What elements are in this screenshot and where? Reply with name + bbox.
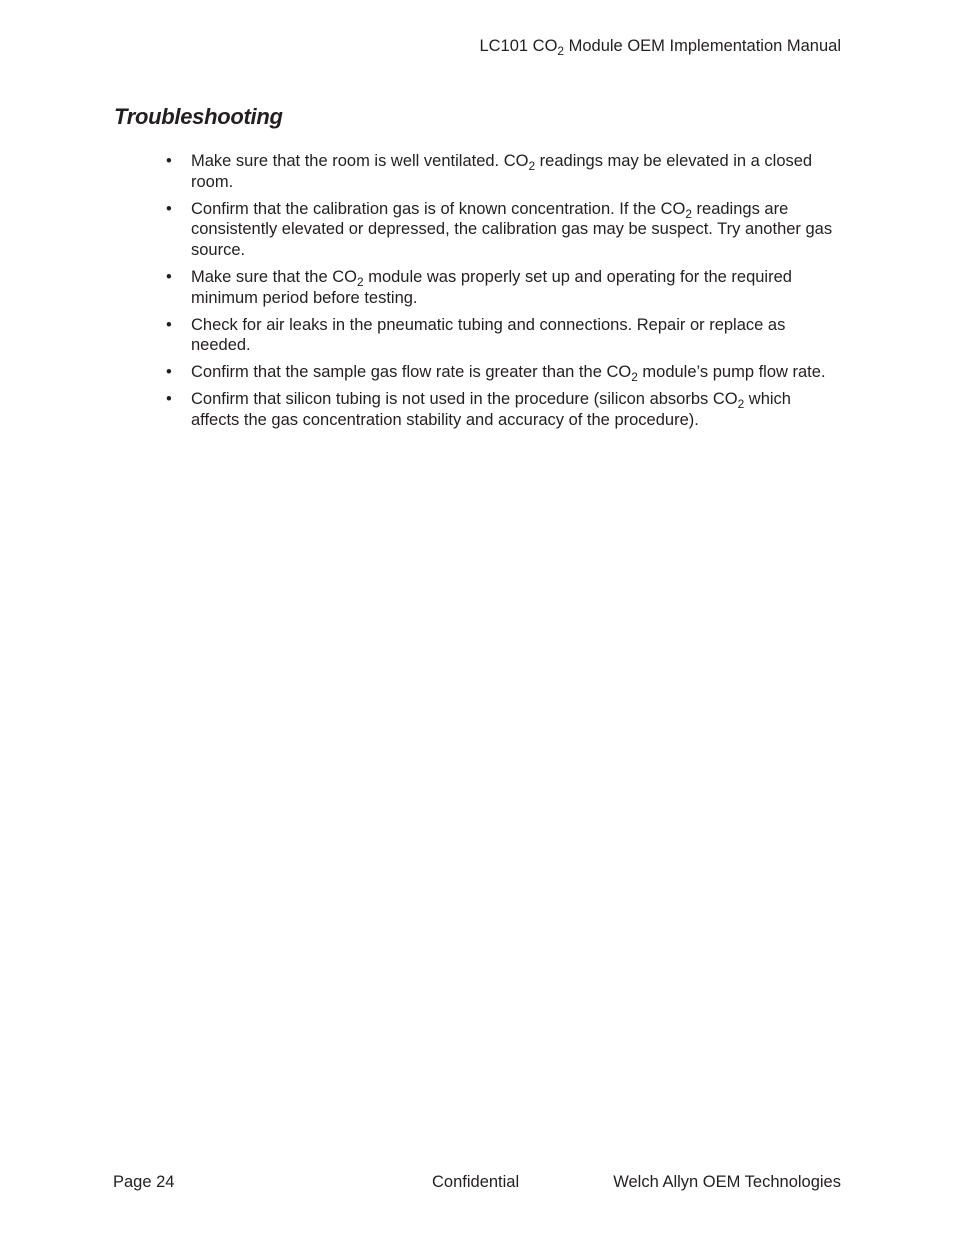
item-text-before: Confirm that the sample gas flow rate is greater than the CO xyxy=(191,363,632,382)
item-text-subscript: 2 xyxy=(528,158,536,173)
section-title: Troubleshooting xyxy=(114,104,283,129)
item-text-after: readings are consistently elevated or depressed, the calibration gas may be suspect. Try another gas source. xyxy=(191,199,833,260)
item-text-after: which affects the gas concentration stability and accuracy of the procedure). xyxy=(191,389,791,429)
footer-page-number: Page 24 xyxy=(113,1173,175,1191)
item-text-subscript: 2 xyxy=(631,369,638,384)
bullet: • xyxy=(166,199,172,218)
bullet: • xyxy=(166,152,172,170)
item-text-before: Make sure that the CO xyxy=(191,267,357,286)
troubleshooting-item xyxy=(166,267,836,309)
troubleshooting-item xyxy=(166,199,836,261)
troubleshooting-list xyxy=(166,151,836,437)
header-title-subscript: 2 xyxy=(557,43,565,58)
item-text-subscript: 2 xyxy=(685,206,692,221)
header-title-suffix: Module OEM Implementation Manual xyxy=(564,37,841,55)
header-title-prefix: LC101 CO xyxy=(479,37,558,55)
item-text-after: readings may be elevated in a closed room. xyxy=(191,152,813,191)
troubleshooting-item xyxy=(166,315,836,357)
bullet: • xyxy=(166,363,172,382)
bullet: • xyxy=(166,389,172,408)
troubleshooting-item xyxy=(166,362,836,384)
item-text-before: Confirm that silicon tubing is not used in the procedure (silicon absorbs CO xyxy=(191,389,738,408)
item-text-after: module’s pump flow rate. xyxy=(637,363,826,382)
item-text-subscript: 2 xyxy=(737,396,745,411)
item-text-after: module was properly set up and operating for the required minimum period before testing. xyxy=(191,267,792,307)
bullet: • xyxy=(166,267,172,286)
bullet: • xyxy=(166,315,172,334)
running-header xyxy=(479,37,841,56)
item-text-before: Confirm that the calibration gas is of known concentration. If the CO xyxy=(191,199,686,218)
item-text-subscript: 2 xyxy=(357,274,364,289)
troubleshooting-item xyxy=(166,151,836,193)
footer-company: Welch Allyn OEM Technologies xyxy=(613,1173,841,1191)
item-text-before: Check for air leaks in the pneumatic tubing and connections. Repair or replace as needed. xyxy=(191,315,786,355)
item-text-before: Make sure that the room is well ventilated. CO xyxy=(191,152,529,170)
footer-confidential: Confidential xyxy=(432,1173,520,1191)
troubleshooting-item xyxy=(166,389,836,431)
